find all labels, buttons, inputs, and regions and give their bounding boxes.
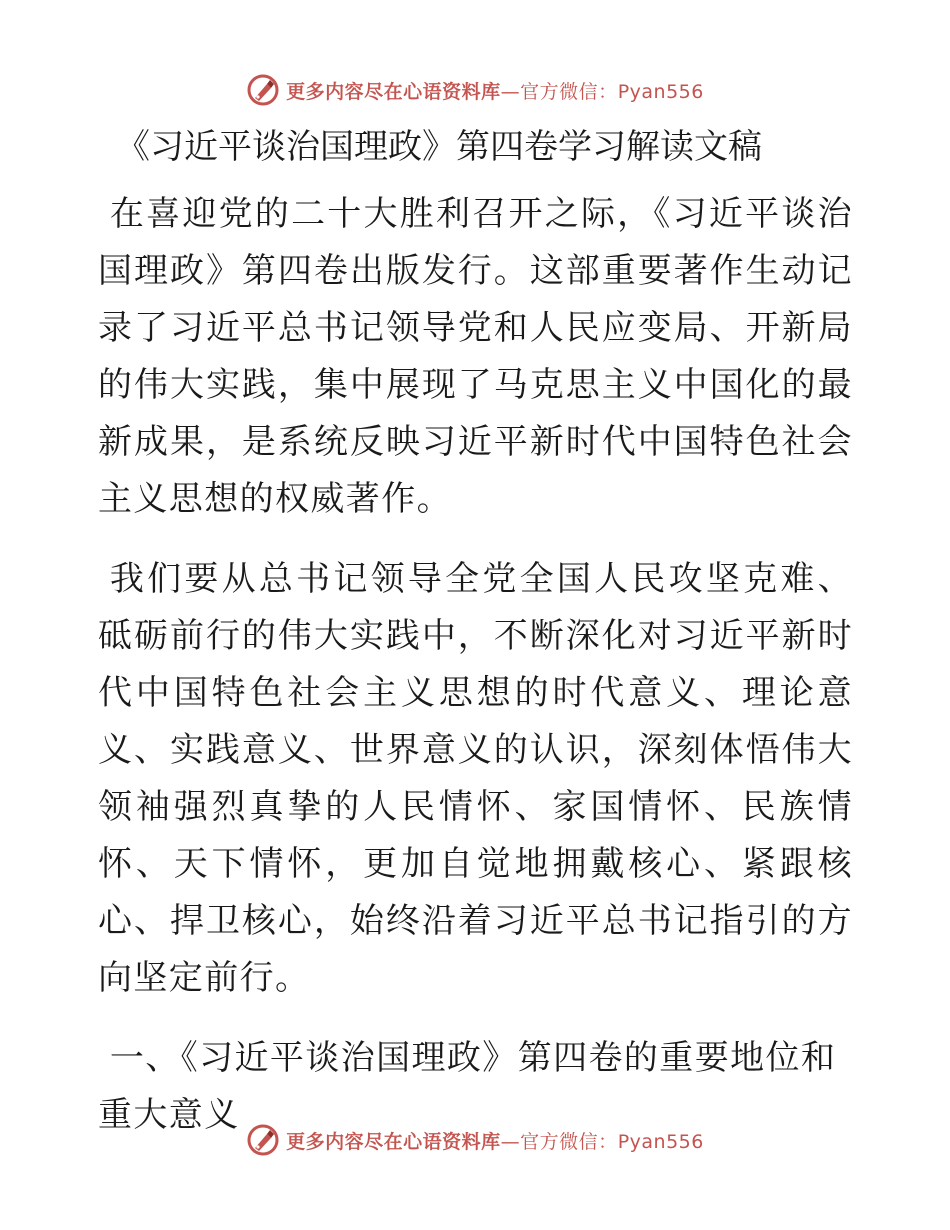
watermark-brand: 更多内容尽在心语资料库 (286, 80, 501, 103)
pen-logo-icon (246, 73, 280, 107)
paragraph-second: 我们要从总书记领导全党全国人民攻坚克难、砥砺前行的伟大实践中，不断深化对习近平新时代中国特色社会主义思想的时代意义、理论意义、实践意义、世界意义的认识，深刻体悟伟大领袖强烈真挚的人民情怀、家国情怀、民族情怀、天下情怀，更加自觉地拥戴核心、紧跟核心、捍卫核心，始终沿着习近平总书记指引的方向坚定前行。 (98, 559, 853, 998)
watermark-wechat-id: Pyan556 (617, 80, 704, 103)
pen-logo-icon (246, 1123, 280, 1157)
paragraph-intro: 在喜迎党的二十大胜利召开之际，《习近平谈治国理政》第四卷出版发行。这部重要著作生动记录了习近平总书记领导党和人民应变局、开新局的伟大实践，集中展现了马克思主义中国化的最新成果，是系统反映习近平新时代中国特色社会主义思想的权威著作。 (98, 194, 853, 519)
section-heading-1: 一、《习近平谈治国理政》第四卷的重要地位和重大意义 (98, 1038, 837, 1135)
document-body (98, 120, 853, 1144)
header-watermark (0, 70, 950, 110)
watermark-dash: — (500, 1130, 521, 1153)
document-title: 《习近平谈治国理政》第四卷学习解读文稿 (116, 127, 762, 167)
watermark-wechat-id: Pyan556 (617, 1130, 704, 1153)
watermark-brand: 更多内容尽在心语资料库 (286, 1130, 501, 1153)
watermark-label: 官方微信： (520, 1130, 618, 1153)
watermark-text (286, 1127, 704, 1154)
watermark-dash: — (500, 80, 521, 103)
watermark-text (286, 77, 704, 104)
watermark-label: 官方微信： (520, 80, 618, 103)
footer-watermark (0, 1120, 950, 1160)
